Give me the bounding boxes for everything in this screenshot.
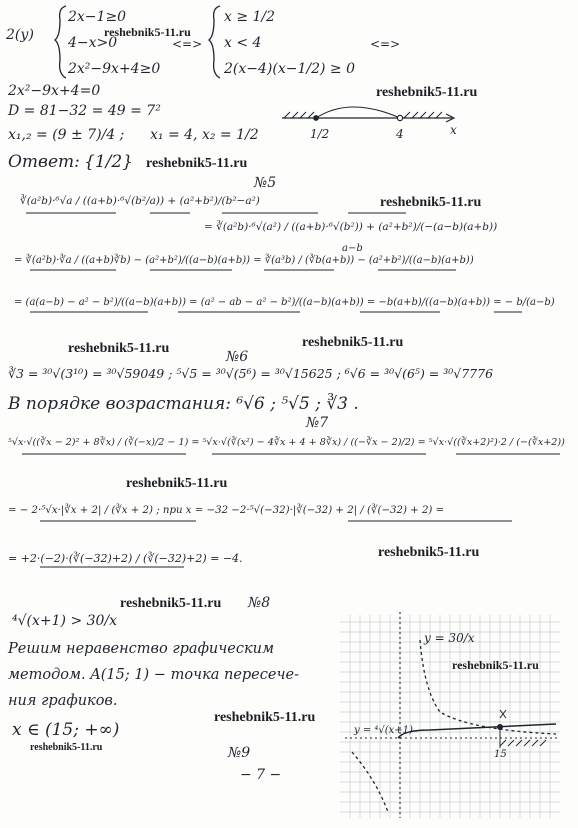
problem-number-6: №6 [226, 349, 249, 365]
axis-label-half: 1/2 [310, 127, 330, 141]
number-line [282, 107, 454, 122]
hyperbola-curve [420, 640, 556, 734]
system-brace-1 [55, 6, 66, 78]
p5-line2: = ∛(a²b)·∛a / ((a+b)∛b) − (a²+b²)/((a−b)(a+b)) = ∛(a³b) / (∛b(a+b)) − (a²+b²)/((a−b)(a+b)) [14, 255, 474, 266]
problem-number-8: №8 [248, 595, 271, 611]
p7-line3: = +2·(−2)·(∛(−32)+2) / (∛(−32)+2) = −4. [8, 552, 243, 565]
system1-line2: 4−x>0 [68, 35, 118, 51]
graph-tick-15: 15 [494, 749, 507, 760]
p8-text-line3: ния графиков. [8, 693, 118, 709]
watermark-11: reshebnik5-11.ru [214, 710, 316, 725]
answer-label: Ответ: [8, 152, 80, 172]
watermark-6: reshebnik5-11.ru [302, 335, 404, 350]
system1-line1: 2x−1≥0 [68, 9, 127, 25]
p8-text-line1: Решим неравенство графическим [8, 641, 275, 657]
watermark-1: reshebnik5-11.ru [104, 25, 191, 39]
p5-factor: a−b [342, 243, 363, 254]
section-label: 2(у) [6, 27, 34, 43]
system-brace-2 [209, 6, 220, 78]
axis-label-x: x [450, 123, 457, 137]
problem-number-7: №7 [306, 415, 329, 431]
p5-line1-left: ∛(a²b)·⁶√a / ((a+b)·⁶√(b²/a)) + (a²+b²)/(b²−a²) [20, 195, 260, 207]
roots: x₁ = 4, x₂ = 1/2 [150, 127, 259, 143]
system2-line2: x < 4 [224, 35, 262, 51]
system2-line1: x ≥ 1/2 [224, 9, 276, 25]
page-number: − 7 − [240, 767, 282, 783]
p8-text-line2: методом. A(15; 1) − точка пересече- [8, 667, 299, 683]
equiv-sign-1: <=> [172, 37, 203, 51]
graph-label-hyperbola: y = 30/x [424, 631, 475, 645]
p5-line1-right: = ∛(a²b)·⁶√(a²) / ((a+b)·⁶√(b²)) + (a²+b²)/(−(a−b)(a+b)) [204, 221, 498, 233]
problem-number-9: №9 [228, 745, 251, 761]
problem-number-5: №5 [254, 175, 277, 191]
p6-line2: В порядке возрастания: ⁶√6 ; ⁵√5 ; ∛3 . [8, 394, 359, 414]
p7-line2: = − 2·⁵√x·|∛x + 2| / (∛x + 2) ; при x = −32 −2·⁵√(−32)·|∛(−32) + 2| / (∛(−32) + 2) = [8, 505, 445, 516]
watermark-10: reshebnik5-11.ru [452, 658, 539, 672]
watermark-3: reshebnik5-11.ru [146, 156, 248, 171]
system2-line3: 2(x−4)(x−1/2) ≥ 0 [224, 61, 355, 77]
watermark-4: reshebnik5-11.ru [380, 195, 482, 210]
graph-label-root: y = ⁴√(x+1) [354, 725, 413, 736]
answer-value: {1/2} [84, 152, 133, 172]
watermark-2: reshebnik5-11.ru [376, 85, 478, 100]
watermark-5: reshebnik5-11.ru [68, 341, 170, 356]
equiv-sign-2: <=> [370, 37, 401, 51]
p8-inequality: ⁴√(x+1) > 30/x [12, 613, 118, 629]
discriminant: D = 81−32 = 49 = 7² [8, 103, 161, 119]
roots-formula: x₁,₂ = (9 ± 7)/4 ; [8, 127, 125, 143]
p7-line1: ⁵√x·√((∛x − 2)² + 8∛x) / (∛(−x)/2 − 1) = ⁵√x·√(∛(x²) − 4∛x + 4 + 8∛x) / ((−∛x − 2)/2) = ⁵√x·√((∛x+2)²)·2 / (−(∛x+2)) [8, 437, 565, 448]
p6-line1: ∛3 = ³⁰√(3¹⁰) = ³⁰√59049 ; ⁵√5 = ³⁰√(5⁶) = ³⁰√15625 ; ⁶√6 = ³⁰√(6⁵) = ³⁰√7776 [8, 366, 494, 381]
axis-label-four: 4 [396, 127, 404, 141]
root-curve [398, 724, 556, 738]
p8-answer: x ∈ (15; +∞) [12, 720, 120, 740]
quadratic-equation: 2x²−9x+4=0 [8, 83, 101, 99]
watermark-12: reshebnik5-11.ru [30, 742, 103, 753]
system1-line3: 2x²−9x+4≥0 [68, 61, 161, 77]
p5-line3: = (a(a−b) − a² − b²)/((a−b)(a+b)) = (a² − ab − a² − b²)/((a−b)(a+b)) = −b(a+b)/((a−b)(a+b)) = − b/(a−b) [14, 297, 555, 308]
watermark-8: reshebnik5-11.ru [378, 545, 480, 560]
watermark-7: reshebnik5-11.ru [126, 476, 228, 491]
watermark-9: reshebnik5-11.ru [120, 596, 222, 611]
